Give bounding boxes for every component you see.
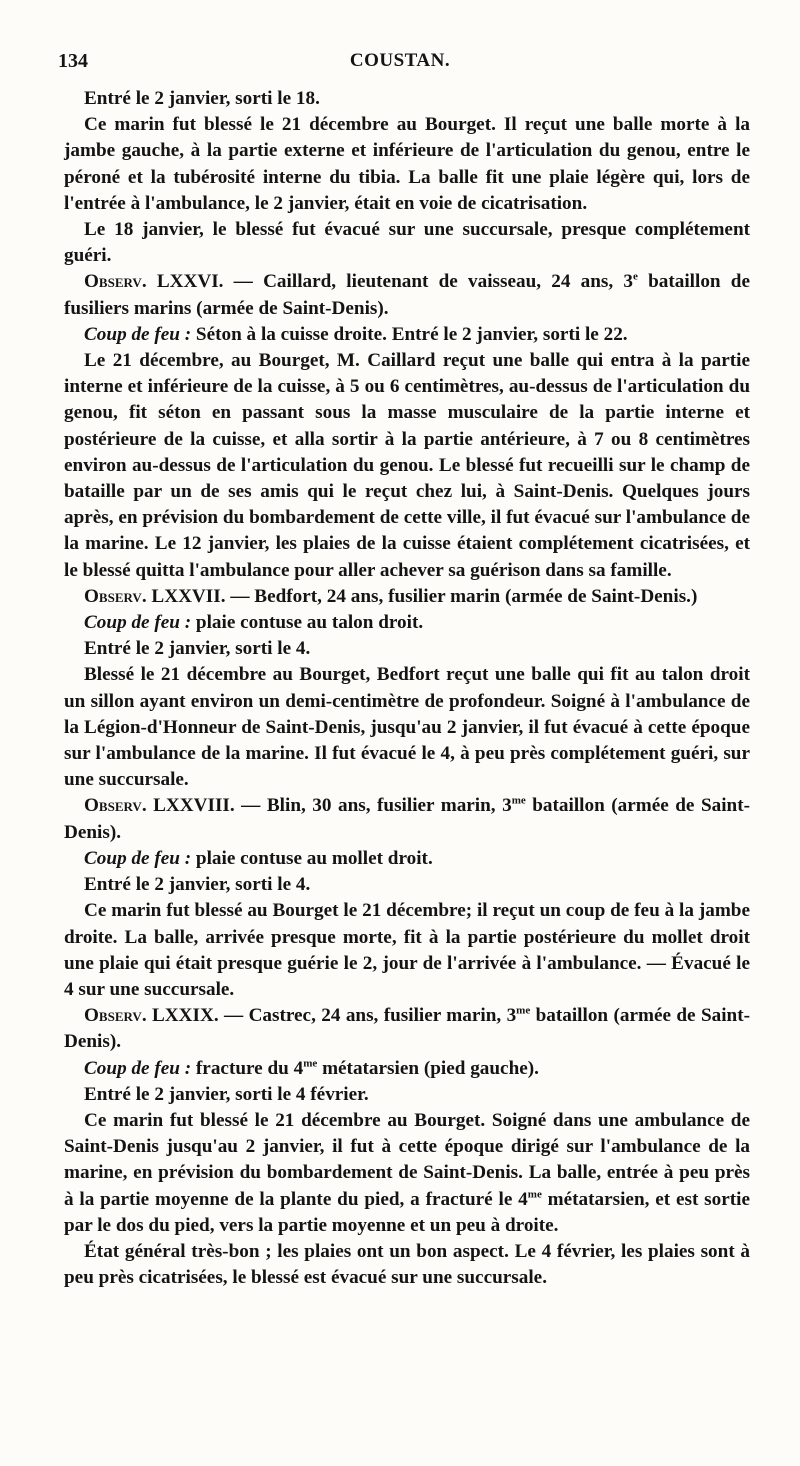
running-head: COUSTAN. — [349, 50, 451, 71]
observation-79-general-state: État général très-bon ; les plaies ont un bon aspect. Le 4 février, les plaies sont à peu près cicatrisées, le blessé est évacué sur une succursale. — [64, 1240, 750, 1289]
paragraph: Ce marin fut blessé le 21 décembre au Bourget. Il reçut une balle morte à la jambe gauche, à la partie externe et inférieure de l'articulation du genou, entre le péroné et la tubérosité interne du tibia. La balle fit une plaie légère qui, lors de l'entrée à l'ambulance, le 2 janvier, était en voie de cicatrisation. — [64, 114, 750, 214]
observation-78-narrative: Ce marin fut blessé au Bourget le 21 décembre; il reçut un coup de feu à la jambe droite. La balle, arrivée presque morte, fit à la partie postérieure du mollet droit une plaie qui était presque guérie le 2, jour de l'arrivée à l'ambulance. — Évacué le 4 sur une succursale. — [64, 900, 750, 1000]
observation-77-dates: Entré le 2 janvier, sorti le 4. — [84, 638, 311, 660]
observation-76-narrative: Le 21 décembre, au Bourget, M. Caillard reçut une balle qui entra à la partie interne et inférieure de la cuisse, à 5 ou 6 centimètres, au-dessus de l'articulation du genou, fit séton en passant sous la masse musculaire de la partie interne et postérieure de la cuisse, et alla sortir à la partie antérieure, à 7 ou 8 centimètres environ au-dessus de l'articulation du genou. Le blessé fut recueilli sur le champ de bataille par un de ses amis qui le reçut chez lui, à Saint-Denis. Quelques jours après, en prévision du bombardement de cette ville, il fut évacué sur l'ambulance de la marine. Le 12 janvier, les plaies de la cuisse étaient complétement cicatrisées, et le blessé quitta l'ambulance pour aller achever sa guérison dans sa famille. — [64, 350, 750, 581]
paragraph: Le 18 janvier, le blessé fut évacué sur une succursale, presque complétement guéri. — [64, 219, 750, 267]
observation-77-narrative: Blessé le 21 décembre au Bourget, Bedfort reçut une balle qui fit au talon droit un sillon ayant environ un demi-centimètre de profondeur. Soigné à l'ambulance de la Légion-d'Honneur de Saint-Denis, jusqu'au 2 janvier, il fut évacué à cette époque sur l'ambulance de la marine. Il fut évacué le 4, à peu près complétement guéri, sur une succursale. — [64, 664, 750, 791]
observation-79-dates: Entré le 2 janvier, sorti le 4 février. — [84, 1083, 369, 1105]
observation-77-heading: Observ. LXXVII. — Bedfort, 24 ans, fusilier marin (armée de Saint-Denis.) — [84, 585, 698, 607]
page-number: 134 — [58, 50, 88, 72]
page-header — [58, 50, 742, 80]
observation-76-heading: Observ. LXXVI. — Caillard, lieutenant de vaisseau, 24 ans, 3e bataillon de fusiliers marins (armée de Saint-Denis). — [64, 271, 750, 319]
observation-78-diagnosis: Coup de feu : plaie contuse au mollet droit. — [84, 847, 433, 869]
observation-78-heading: Observ. LXXVIII. — Blin, 30 ans, fusilier marin, $3^{me}$ bataillon (armée de Saint-Denis). — [64, 795, 750, 843]
page-body — [64, 86, 750, 1291]
observation-label: Observ. LXXIX. — [84, 1005, 219, 1027]
observation-78-dates: Entré le 2 janvier, sorti le 4. — [84, 874, 311, 896]
observation-76-diagnosis: Coup de feu : Séton à la cuisse droite. Entré le 2 janvier, sorti le 22. — [84, 323, 628, 345]
observation-79-narrative: Ce marin fut blessé le 21 décembre au Bourget. Soigné dans une ambulance de Saint-Denis jusqu'au 2 janvier, il fut à cette époque dirigé sur l'ambulance de la marine, en prévision du bombardement de Saint-Denis. La balle, entrée à peu près à la partie moyenne de la plante du pied, a fracturé le $4^{me}$ métatarsien, et est sortie par le dos du pied, vers la partie moyenne et un peu à droite. — [64, 1109, 750, 1236]
observation-label: Observ. LXXVI. — [84, 271, 224, 293]
observation-79-diagnosis: Coup de feu : fracture du $4^{me}$ métatarsien (pied gauche). — [84, 1057, 539, 1079]
observation-label: Observ. LXXVII. — [84, 585, 226, 607]
observation-79-heading: Observ. LXXIX. — Castrec, 24 ans, fusilier marin, $3^{me}$ bataillon (armée de Saint-Denis). — [64, 1004, 750, 1053]
observation-label: Observ. LXXVIII. — [84, 795, 235, 817]
observation-77-diagnosis: Coup de feu : plaie contuse au talon droit. — [84, 612, 424, 634]
paragraph: Entré le 2 janvier, sorti le 18. — [84, 88, 320, 109]
